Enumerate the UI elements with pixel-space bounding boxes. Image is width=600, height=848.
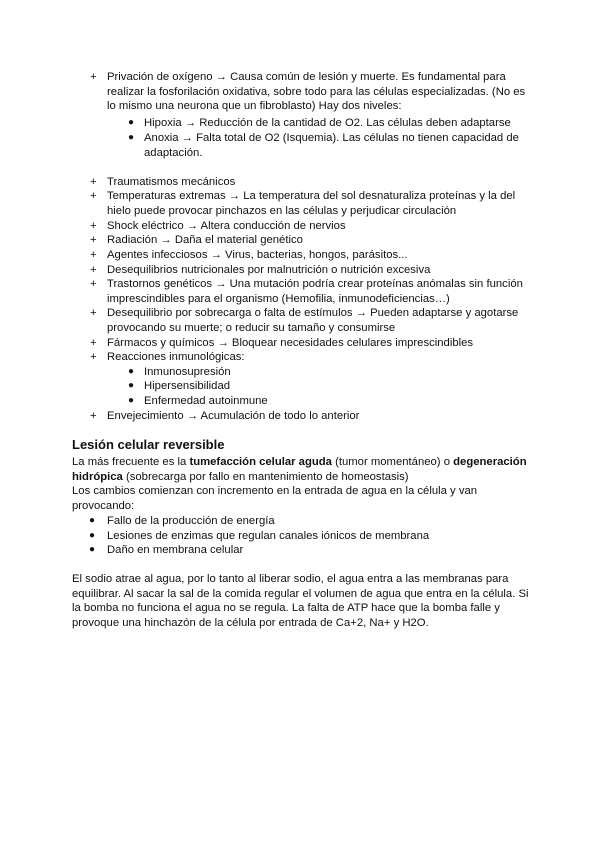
list-bullet: +	[90, 278, 97, 290]
intro-text-3: (sobrecarga por fallo en mantenimiento de homeostasis)	[122, 470, 409, 483]
changes-paragraph: Los cambios comienzan con incremento en la entrada de agua en la célula y van provocando:	[72, 485, 478, 512]
list-bullet: +	[90, 71, 97, 83]
list-bullet: ●	[89, 544, 96, 555]
list-bullet: +	[90, 264, 97, 276]
list-item-aging: Envejecimiento → Acumulación de todo lo anterior	[107, 410, 360, 422]
sub-item-anoxia: Anoxia → Falta total de O2 (Isquemia). Las células no tienen capacidad de adaptación.	[144, 132, 519, 159]
intro-paragraph	[72, 455, 532, 484]
list-item-oxygen: Privación de oxígeno → Causa común de lesión y muerte. Es fundamental para realizar la fosforilación oxidativa, sobre todo para las células especializadas. (No es lo mismo una neurona que un fibroblasto) Hay dos niveles:	[107, 71, 526, 113]
list-item-trauma: Traumatismos mecánicos	[107, 176, 236, 188]
list-item-overload: Desequilibrio por sobrecarga o falta de estímulos → Pueden adaptarse y agotarse provocando su muerte; o reducir su tamaño y consumirse	[107, 307, 519, 334]
sub-bullet: ●	[128, 366, 135, 377]
list-item-drugs: Fármacos y químicos → Bloquear necesidades celulares imprescindibles	[107, 337, 474, 349]
intro-text-2: (tumor momentáneo) o	[331, 456, 454, 468]
list-bullet: +	[90, 220, 97, 232]
list-bullet: +	[90, 190, 97, 202]
list-item-infectious: Agentes infecciosos → Virus, bacterias, hongos, parásitos...	[107, 249, 408, 261]
list-bullet: +	[90, 337, 97, 349]
list-bullet: ●	[89, 515, 96, 526]
list-bullet: +	[90, 249, 97, 261]
sub-bullet: ●	[128, 117, 135, 128]
list-bullet: ●	[89, 530, 96, 541]
list-item-membrane: Daño en membrana celular	[107, 544, 244, 556]
section-heading: Lesión celular reversible	[72, 437, 225, 452]
list-bullet: +	[90, 307, 97, 319]
sub-bullet: ●	[128, 380, 135, 391]
list-bullet: +	[90, 176, 97, 188]
intro-bold-1: tumefacción celular aguda	[189, 456, 332, 468]
list-item-radiation: Radiación → Daña el material genético	[107, 234, 303, 246]
sub-item-hypoxia: Hipoxia → Reducción de la cantidad de O2. Las células deben adaptarse	[144, 117, 511, 129]
sub-bullet: ●	[128, 395, 135, 406]
list-item-shock: Shock eléctrico → Altera conducción de nervios	[107, 220, 346, 232]
list-bullet: +	[90, 234, 97, 246]
list-item-energy: Fallo de la producción de energía	[107, 515, 275, 527]
sub-bullet: ●	[128, 132, 135, 143]
closing-paragraph: El sodio atrae al agua, por lo tanto al liberar sodio, el agua entra a las membranas para equilibrar. Al sacar la sal de la comida regular el volumen de agua que entra en la célula. Si la bomba no funciona el agua no se regula. La falta de ATP hace que la bomba falle y provoque una hinchazón de la célula por entrada de Ca+2, Na+ y H2O.	[72, 573, 529, 629]
list-item-immune: Reacciones inmunológicas:	[107, 351, 245, 363]
sub-item-autoimmune: Enfermedad autoinmune	[144, 395, 268, 407]
list-item-temperature: Temperaturas extremas → La temperatura del sol desnaturaliza proteínas y la del hielo puede provocar pinchazos en las células y perjudicar circulación	[107, 190, 516, 217]
sub-item-immunosuppression: Inmunosupresión	[144, 366, 231, 378]
intro-text-1: La más frecuente es la	[72, 456, 190, 468]
list-item-nutrition: Desequilibrios nutricionales por malnutrición o nutrición excesiva	[107, 264, 431, 276]
list-bullet: +	[90, 351, 97, 363]
sub-item-hypersensitivity: Hipersensibilidad	[144, 380, 231, 392]
list-item-enzymes: Lesiones de enzimas que regulan canales iónicos de membrana	[107, 530, 430, 542]
list-bullet: +	[90, 410, 97, 422]
list-item-genetic: Trastornos genéticos → Una mutación podría crear proteínas anómalas sin función imprescindibles para el organismo (Hemofilia, inmunodeficiencias…)	[107, 278, 523, 305]
intro-bold-2: degeneración hidrópica	[72, 456, 527, 483]
